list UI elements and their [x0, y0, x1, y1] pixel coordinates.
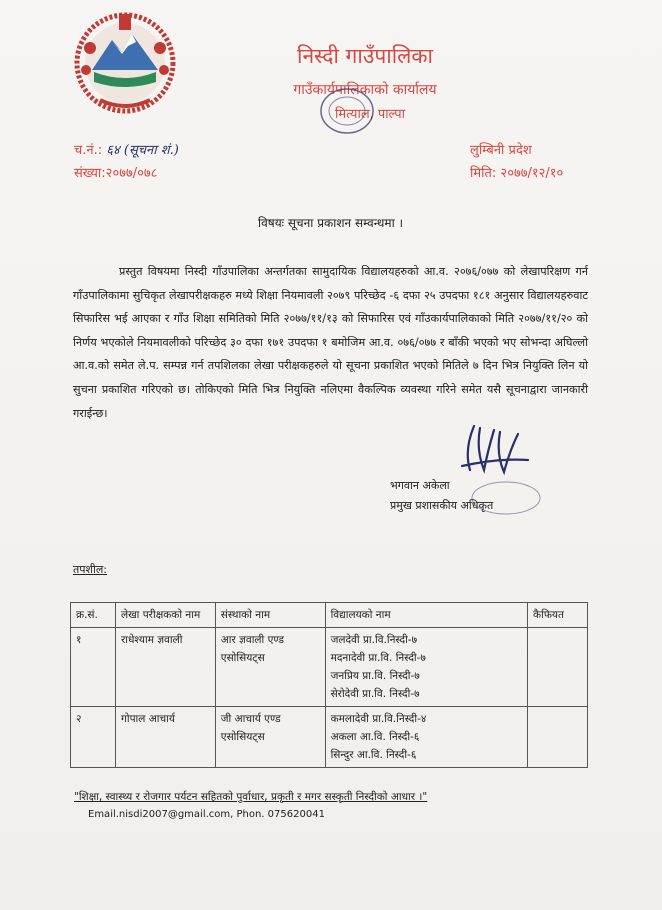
header-school: विद्यालयको नाम [325, 603, 527, 628]
cell-schools [325, 707, 527, 768]
header-sn: क्र.सं. [71, 603, 116, 628]
cell-sn: १ [71, 628, 116, 707]
cell-auditor: राधेश्याम ज्ञवाली [115, 628, 215, 707]
cell-firm: आर ज्ञवाली एण्ड एसोसियट्स [215, 628, 325, 707]
cell-remarks [528, 628, 588, 707]
header-firm: संस्थाको नाम [215, 603, 325, 628]
table-header-row [71, 603, 588, 628]
table-row [71, 707, 588, 768]
school-name: अकला आ.वि. निस्दी-६ [330, 731, 420, 743]
office-address: मित्याल, पाल्पा [335, 107, 405, 122]
header-remarks: कैफियत [528, 603, 588, 628]
footer-motto: "शिक्षा, स्वास्थ्य र रोजगार पर्यटन सहितको पुर्वाधार, प्रकृती र मगर सस्कृती निस्दीको आधार ।" [74, 791, 428, 803]
signatory-name: भगवान अकेला [390, 479, 450, 492]
ref-number-label: च.नं.: [74, 143, 103, 158]
fiscal-year: संख्या:२०७७/०७८ [74, 166, 158, 181]
cell-sn: २ [71, 707, 116, 768]
cell-remarks [528, 707, 588, 768]
school-name: कमलादेवी प्रा.वि.निस्दी-४ [330, 713, 427, 725]
notice-body [73, 260, 588, 425]
cell-auditor: गोपाल आचार्य [115, 707, 215, 768]
school-name: जलदेवी प्रा.वि.निस्दी-७ [330, 634, 418, 646]
auditor-table [70, 602, 588, 768]
subject-line: विषयः सूचना प्रकाशन सम्वन्धमा । [258, 216, 404, 230]
school-name: सिन्दुर आ.वि. निस्दी-६ [330, 749, 417, 761]
school-name: सेरोदेवी प्रा.वि. निस्दी-७ [330, 688, 420, 700]
school-name: मदनादेवी प्रा.वि. निस्दी-७ [330, 652, 426, 664]
org-name: निस्दी गाउँपालिका [297, 44, 433, 68]
attachment-title: तपशील: [73, 563, 108, 576]
ref-number [74, 140, 179, 158]
signatory-title: प्रमुख प्रशासकीय अधिकृत [390, 499, 494, 512]
cell-firm: जी आचार्य एण्ड एसोसियट्स [215, 707, 325, 768]
province: लुम्बिनी प्रदेश [470, 143, 532, 158]
office-name: गाउँकार्यपालिकाको कार्यालय [293, 82, 437, 98]
ref-number-value: ६४ (सूचना शं.) [106, 143, 179, 158]
table-row [71, 628, 588, 707]
school-name: जनप्रिय प्रा.वि. निस्दी-७ [330, 670, 420, 682]
office-stamp [318, 86, 376, 136]
cell-schools [325, 628, 527, 707]
footer-contact: Email.nisdi2007@gmail.com, Phon. 075620041 [88, 809, 325, 820]
notice-body-text: प्रस्तुत विषयमा निस्दी गाँउपालिका अन्तर्गतका सामुदायिक विद्यालयहरुको आ.व. २०७६/०७७ को लेखापरिक्षण गर्न गाँउपालिकामा सुचिकृत लेखापरीक्षकहरु मध्ये शिक्षा नियमावली २०७९ परिच्छेद -६ दफा २५ उपदफा १८१ अनुसार विद्यालयहरुवाट सिफारिस भई आएका र गाँउ शिक्षा समितिको मिति २०७७/११/१३ को सिफारिस एवं गाँउकार्यपालिकाको मिति २०७७/११/२० को निर्णय भएकोले नियमावलीको परिच्छेद ३० दफा १७१ उपदफा १ बमोजिम आ.व. ०७६/०७७ र बाँकी भएको भए सोभन्दा अघिल्लो आ.व.को समेत ले.प. सम्पन्न गर्न तपशिलका लेखा परीक्षकहरुले यो सूचना प्रकाशित भएको मितिले ७ दिन भित्र नियुक्ति लिन यो सुचना प्रकाशित गरिएको छ। तोकिएको मिति भित्र नियुक्ति नलिएमा वैकल्पिक व्यवस्था गरिने समेत यसै सूचनाद्वारा जानकारी गराईन्छ। [73, 265, 588, 420]
letter-date: मिति: २०७७/१२/१० [470, 166, 564, 181]
coat-of-arms-logo [70, 8, 180, 123]
header-auditor: लेखा परीक्षकको नाम [115, 603, 215, 628]
